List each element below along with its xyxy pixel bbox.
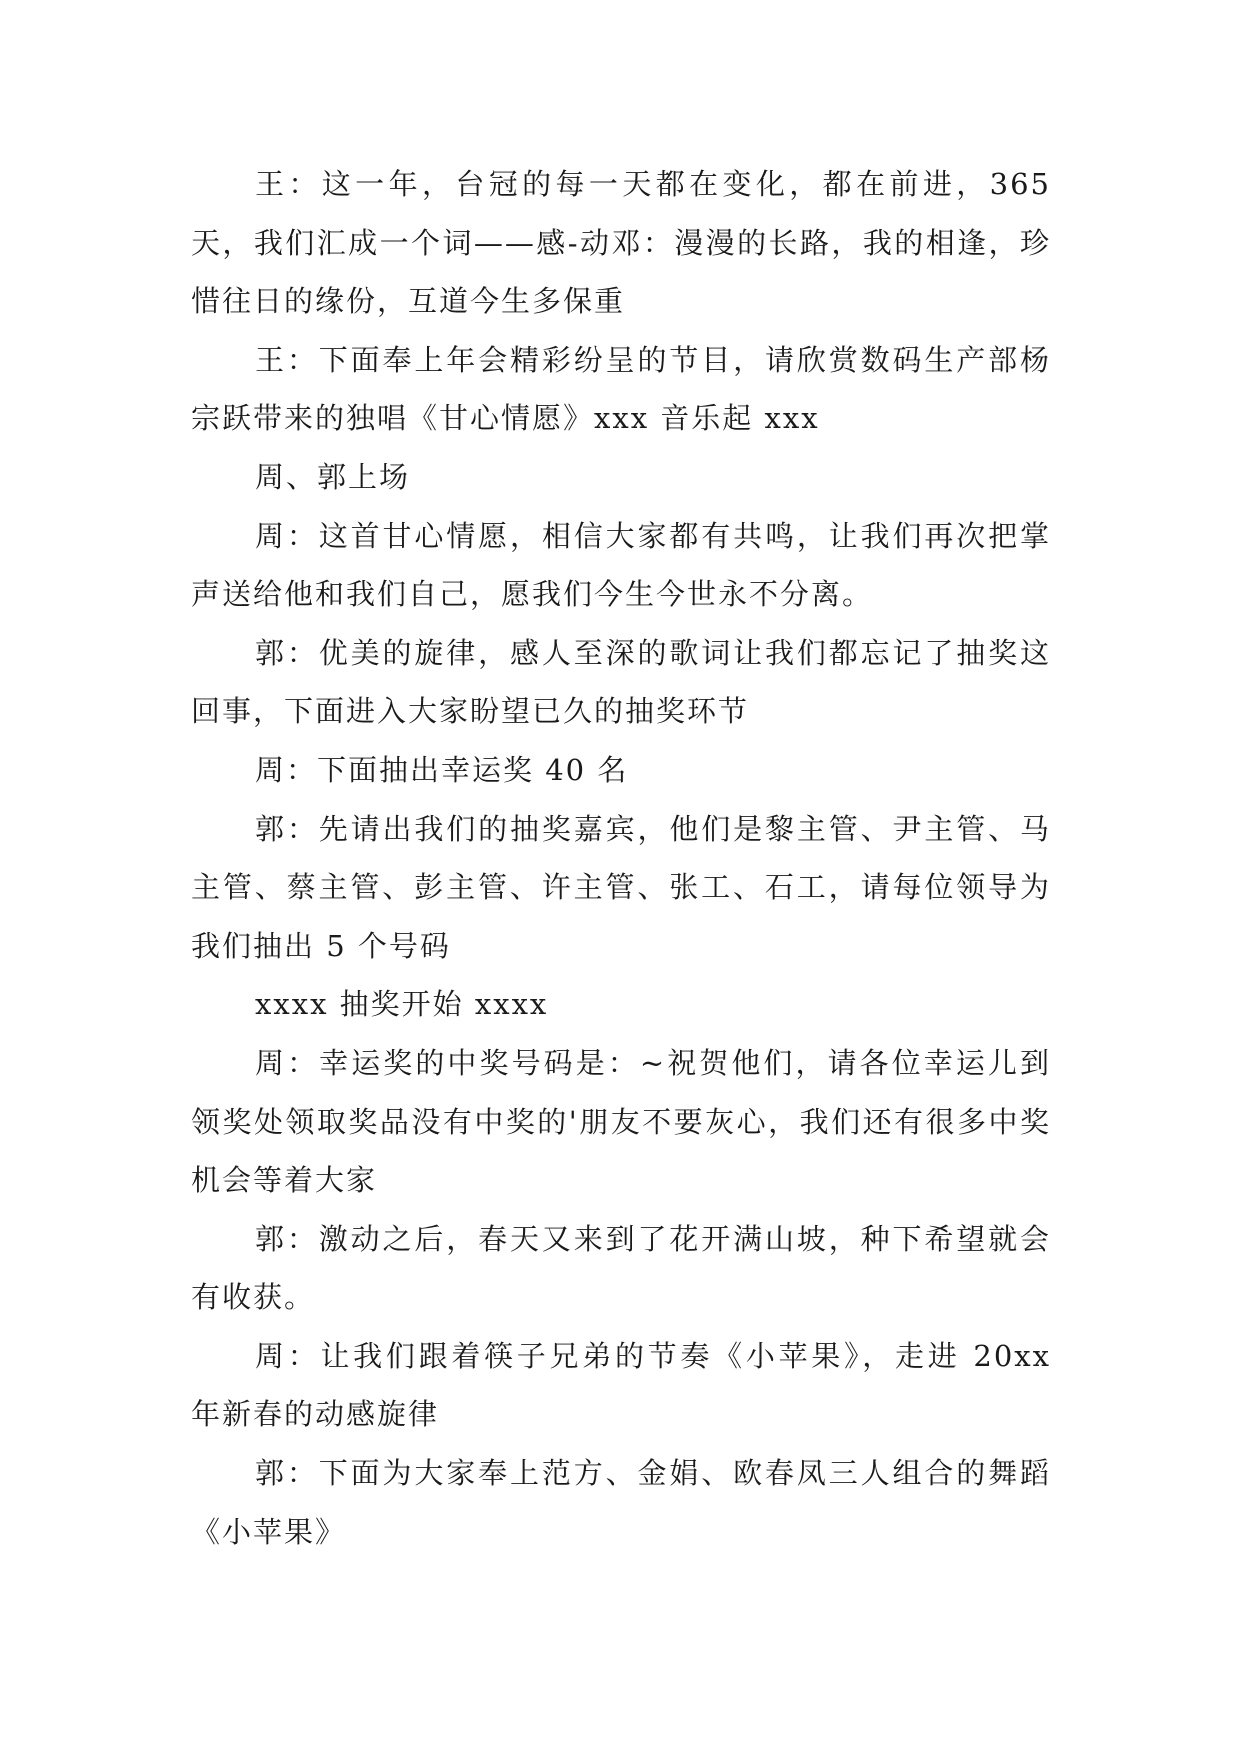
paragraph: 郭：优美的旋律，感人至深的歌词让我们都忘记了抽奖这回事，下面进入大家盼望已久的抽奖环节 — [191, 635, 1051, 729]
paragraph: 周：幸运奖的中奖号码是：~祝贺他们，请各位幸运儿到领奖处领取奖品没有中奖的'朋友不要灰心，我们还有很多中奖机会等着大家 — [191, 1045, 1051, 1198]
paragraph: 王：下面奉上年会精彩纷呈的节目，请欣赏数码生产部杨宗跃带来的独唱《甘心情愿》xxx 音乐起 xxx — [191, 342, 1051, 436]
document-body — [191, 155, 1051, 1561]
paragraph: 郭：先请出我们的抽奖嘉宾，他们是黎主管、尹主管、马主管、蔡主管、彭主管、许主管、张工、石工，请每位领导为我们抽出 5 个号码 — [191, 811, 1051, 963]
paragraph: 周：这首甘心情愿，相信大家都有共鸣，让我们再次把掌声送给他和我们自己，愿我们今生今世永不分离。 — [191, 518, 1051, 612]
paragraph: 郭：激动之后，春天又来到了花开满山坡，种下希望就会有收获。 — [191, 1221, 1051, 1315]
paragraph: 王：这一年，台冠的每一天都在变化，都在前进，365天，我们汇成一个词——感-动邓：漫漫的长路，我的相逢，珍惜往日的缘份，互道今生多保重 — [191, 167, 1051, 319]
paragraph: 郭：下面为大家奉上范方、金娟、欧春凤三人组合的舞蹈《小苹果》 — [191, 1456, 1051, 1549]
paragraph: 周、郭上场 — [255, 459, 411, 494]
paragraph: 周：下面抽出幸运奖 40 名 — [255, 752, 629, 787]
paragraph: 周：让我们跟着筷子兄弟的节奏《小苹果》，走进 20xx 年新春的动感旋律 — [191, 1338, 1051, 1432]
paragraph: xxxx 抽奖开始 xxxx — [255, 987, 549, 1022]
